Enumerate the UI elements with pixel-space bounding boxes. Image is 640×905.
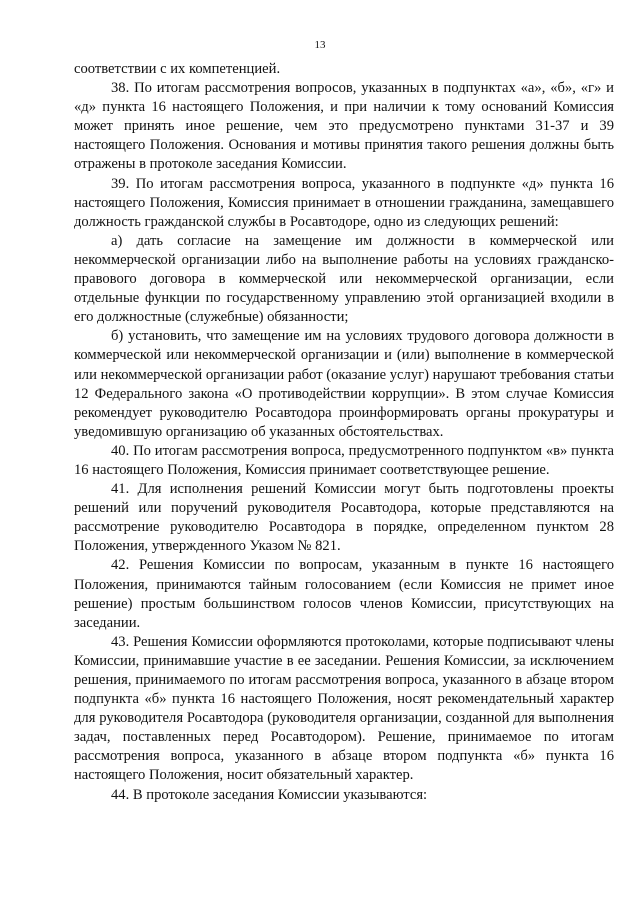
paragraph-44: 44. В протоколе заседания Комиссии указываются: [111,786,428,803]
paragraph-42: 42. Решения Комиссии по вопросам, указанным в пункте 16 настоящего Положения, принимаются тайным голосованием (если Комиссия не примет иное решение) простым большинством голосов членов Комиссии, присутствующих на заседании. [74,557,614,631]
paragraph-43: 43. Решения Комиссии оформляются протоколами, которые подписывают члены Комиссии, принимавшие участие в ее заседании. Решения Комиссии, за исключением решения, принимаемого по итогам рассмотрения вопроса, указанного в абзаце втором подпункта «б» пункта 16 настоящего Положения, носят рекомендательный характер для руководителя Росавтодора (руководителя организации, созданной для выполнения задач, поставленных перед Росавтодором). Решение, принимаемое по итогам рассмотрения вопроса, указанного в абзаце втором подпункта «б» пункта 16 настоящего Положения, носит обязательный характер. [74,633,614,784]
paragraph-39: 39. По итогам рассмотрения вопроса, указанного в подпункте «д» пункта 16 настоящего Положения, Комиссия принимает в отношении гражданина, замещавшего должность гражданской службы в Росавтодоре, одно из следующих решений: [74,175,614,230]
paragraph-continuation: соответствии с их компетенцией. [74,61,281,77]
paragraph-38: 38. По итогам рассмотрения вопросов, указанных в подпунктах «а», «б», «г» и «д» пункта 16 настоящего Положения, и при наличии к тому оснований Комиссия может принять иное решение, чем это предусмотрено пунктами 31-37 и 39 настоящего Положения. Основания и мотивы принятия такого решения должны быть отражены в протоколе заседания Комиссии. [74,80,614,173]
paragraph-41: 41. Для исполнения решений Комиссии могут быть подготовлены проекты решений или поручений руководителя Росавтодора, которые представляются на рассмотрение руководителю Росавтодора в порядке, определенном пунктом 28 Положения, утвержденного Указом № 821. [74,481,614,555]
page-number: 13 [314,39,326,51]
paragraph-39-a: а) дать согласие на замещение им должности в коммерческой или некоммерческой организации либо на выполнение работы на условиях гражданско-правового договора в коммерческой или некоммерческой организации, если отдельные функции по государственному управлению этой организацией входили в его должностные (служебные) обязанности; [74,232,614,326]
document-body [74,60,614,805]
paragraph-39-b: б) установить, что замещение им на условиях трудового договора должности в коммерческой или некоммерческой организации и (или) выполнение в коммерческой или некоммерческой организации работ (оказание услуг) нарушают требования статьи 12 Федерального закона «О противодействии коррупции». В этом случае Комиссия рекомендует руководителю Росавтодора проинформировать органы прокуратуры и уведомившую организацию об указанных обстоятельствах. [74,328,614,440]
paragraph-40: 40. По итогам рассмотрения вопроса, предусмотренного подпунктом «в» пункта 16 настоящего Положения, Комиссия принимает соответствующее решение. [74,442,614,478]
